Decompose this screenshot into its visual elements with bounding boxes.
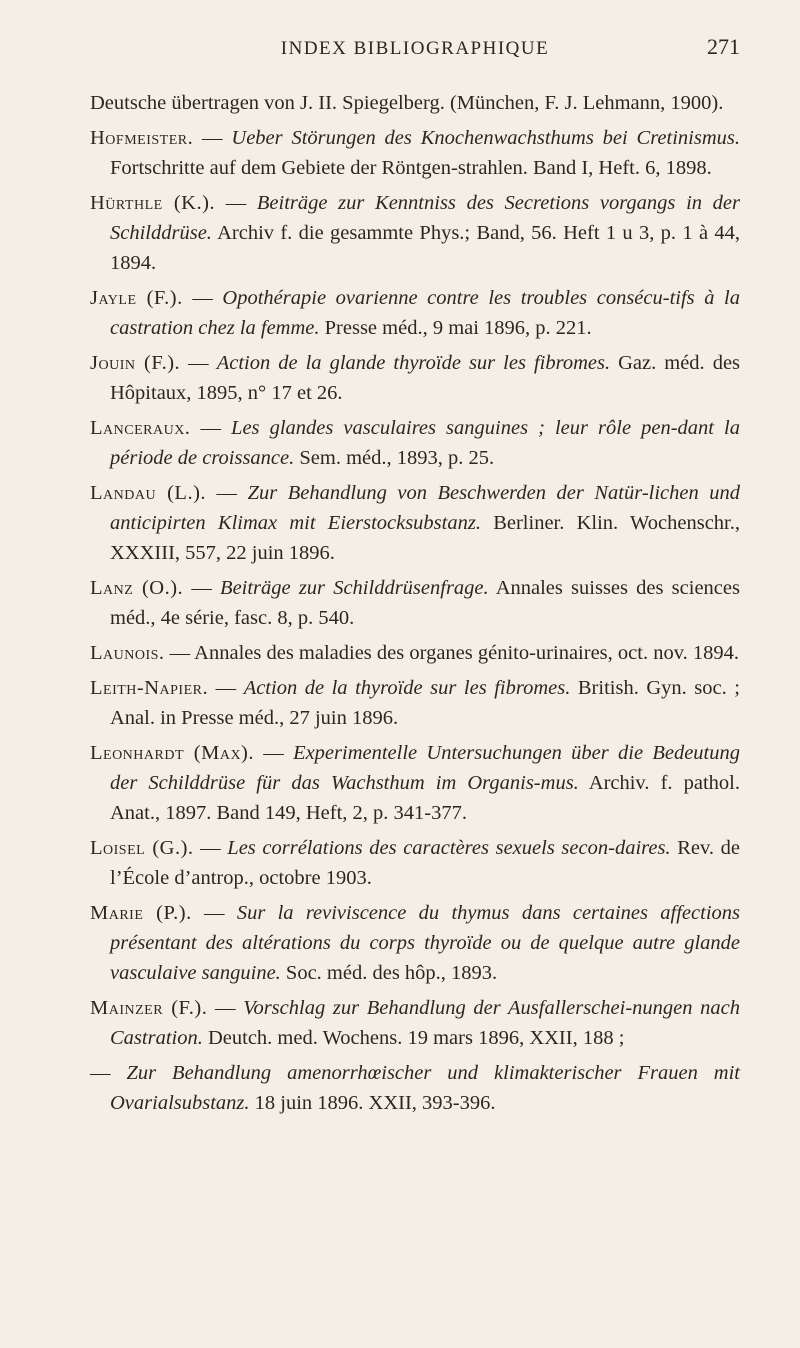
bibliography-entry	[90, 833, 740, 893]
entry-author: Jayle (F.).	[90, 287, 183, 309]
page-header	[90, 0, 740, 82]
entry-separator: —	[193, 127, 232, 149]
bibliography-entry	[90, 738, 740, 828]
entry-source: Gaz. méd. des Hôpitaux, 1895, n° 17 et 26.	[110, 352, 741, 404]
entry-author: Lanz (O.).	[90, 577, 184, 599]
entry-source: Berliner. Klin. Wochenschr., XXXIII, 557, 22 juin 1896.	[110, 512, 740, 564]
entry-title: Zur Behandlung amenorrhœischer und klimakterischer Frauen mit Ovarialsubstanz.	[110, 1062, 741, 1114]
bibliography-entry	[90, 123, 740, 183]
entry-author: Landau (L.).	[90, 482, 207, 504]
entry-title: Les corrélations des caractères sexuels secon-daires.	[227, 837, 671, 859]
entry-title: Opothérapie ovarienne contre les troubles consécu-tifs à la castration chez la femme.	[110, 287, 740, 339]
entry-source: Archiv f. die gesammte Phys.; Band, 56. Heft 1 u 3, p. 1 à 44, 1894.	[110, 222, 740, 274]
entry-separator: —	[182, 287, 223, 309]
entry-separator: —	[207, 997, 244, 1019]
entry-source: Sem. méd., 1893, p. 25.	[294, 447, 495, 469]
entry-source: Rev. de l’École d’antrop., octobre 1903.	[110, 837, 740, 889]
bibliography-list	[90, 88, 740, 1118]
entry-separator: —	[180, 352, 217, 374]
entry-source: Fortschritte auf dem Gebiete der Röntgen-strahlen. Band I, Heft. 6, 1898.	[110, 157, 712, 179]
entry-separator: —	[206, 482, 248, 504]
entry-separator: —	[183, 577, 221, 599]
bibliography-entry	[90, 638, 740, 668]
bibliography-entry	[90, 88, 740, 118]
bibliography-entry	[90, 348, 740, 408]
entry-author: Loisel (G.).	[90, 837, 194, 859]
entry-title: Vorschlag zur Behandlung der Ausfallerschei-nungen nach Castration.	[110, 997, 740, 1049]
entry-source: Presse méd., 9 mai 1896, p. 221.	[319, 317, 592, 339]
entry-source: British. Gyn. soc. ; Anal. in Presse méd., 27 juin 1896.	[110, 677, 740, 729]
entry-author: Mainzer (F.).	[90, 997, 208, 1019]
entry-author: Leith-Napier.	[90, 677, 209, 699]
bibliography-entry	[90, 283, 740, 343]
bibliography-entry	[90, 478, 740, 568]
entry-source: Soc. méd. des hôp., 1893.	[280, 962, 498, 984]
entry-separator: —	[208, 677, 244, 699]
entry-source: Archiv. f. pathol. Anat., 1897. Band 149, Heft, 2, p. 341-377.	[110, 772, 740, 824]
entry-author: Marie (P.).	[90, 902, 192, 924]
entry-separator: —	[191, 902, 237, 924]
page-number: 271	[707, 34, 740, 59]
entry-source: Annales suisses des sciences méd., 4e série, fasc. 8, p. 540.	[110, 577, 740, 629]
entry-title: Beiträge zur Schilddrüsenfrage.	[220, 577, 489, 599]
entry-separator: —	[215, 192, 257, 214]
entry-separator: —	[164, 642, 195, 664]
entry-title: Ueber Störungen des Knochenwachsthums bei Cretinismus.	[231, 127, 740, 149]
entry-title: Experimentelle Untersuchungen über die Bedeutung der Schilddrüse für das Wachsthum im Organis-mus.	[110, 742, 741, 794]
entry-title: Zur Behandlung von Beschwerden der Natür-lichen und anticipirten Klimax mit Eierstocksubstanz.	[110, 482, 741, 534]
entry-separator: —	[90, 1062, 127, 1084]
bibliography-entry-continuation	[90, 1058, 740, 1118]
entry-author: Hürthle (K.).	[90, 192, 216, 214]
bibliography-entry	[90, 573, 740, 633]
entry-title: Les glandes vasculaires sanguines ; leur rôle pen-dant la période de croissance.	[110, 417, 740, 469]
entry-separator: —	[190, 417, 232, 439]
entry-title: Action de la glande thyroïde sur les fibromes.	[216, 352, 611, 374]
entry-title: Sur la reviviscence du thymus dans certaines affections présentant des altérations du corps thyroïde ou de quelque autre glande vasculaive sanguine.	[110, 902, 740, 984]
entry-author: Launois.	[90, 642, 165, 664]
entry-source: Annales des maladies des organes génito-urinaires, oct. nov. 1894.	[194, 642, 739, 664]
bibliography-entry	[90, 188, 740, 278]
entry-title: Action de la thyroïde sur les fibromes.	[243, 677, 571, 699]
entry-source: 18 juin 1896. XXII, 393-396.	[249, 1092, 496, 1114]
entry-separator: —	[254, 742, 294, 764]
entry-author: Jouin (F.).	[90, 352, 181, 374]
entry-author: Leonhardt (Max).	[90, 742, 255, 764]
running-title: INDEX BIBLIOGRAPHIQUE	[280, 38, 550, 59]
entry-source: Deutsche übertragen von J. II. Spiegelberg. (München, F. J. Lehmann, 1900).	[90, 92, 724, 114]
bibliography-entry	[90, 898, 740, 988]
bibliography-entry	[90, 673, 740, 733]
bibliography-entry	[90, 413, 740, 473]
entry-separator: —	[193, 837, 228, 859]
entry-source: Deutch. med. Wochens. 19 mars 1896, XXII, 188 ;	[202, 1027, 625, 1049]
entry-author: Hofmeister.	[90, 127, 194, 149]
entry-title: Beiträge zur Kenntniss des Secretions vorgangs in der Schilddrüse.	[110, 192, 741, 244]
bibliography-entry	[90, 993, 740, 1053]
entry-author: Lanceraux.	[90, 417, 191, 439]
